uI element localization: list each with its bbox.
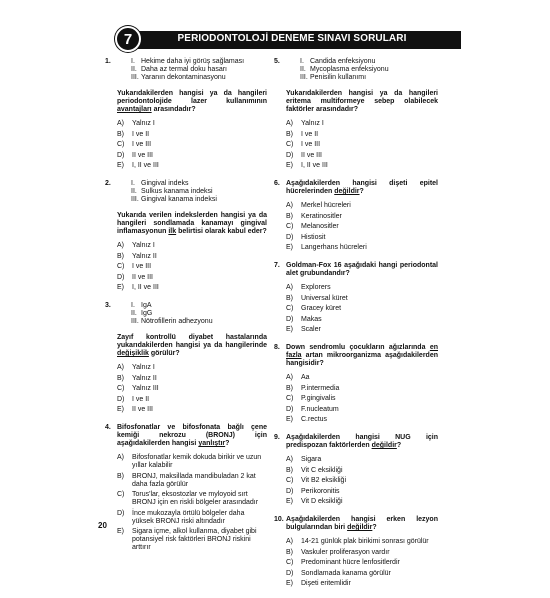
option-text: C.rectus: [301, 416, 328, 423]
header-title-bar: [123, 31, 461, 49]
option-text: Perikoronitis: [301, 487, 340, 495]
option-text: Explorers: [301, 284, 331, 291]
option-letter: D): [286, 151, 294, 159]
option-letter: A): [286, 202, 293, 209]
option-letter: C): [286, 305, 294, 312]
statement-numeral: II.: [131, 66, 137, 73]
option-text: Scaler: [301, 326, 321, 333]
question: [105, 302, 267, 414]
question: [274, 516, 438, 588]
statement-text: Gingival kanama indeksi: [141, 196, 217, 203]
answer-option: [286, 234, 438, 242]
statement-text: Hekime daha iyi görüş sağlaması: [141, 58, 245, 65]
statement-numeral: II.: [131, 188, 137, 195]
option-text: I, II ve III: [132, 162, 159, 169]
stem-text: Yukarıdakilerden hangisi ya da hangileri periodontolojide lazer kullanımının: [117, 90, 267, 105]
option-text: Vit B2 eksikliği: [301, 477, 347, 484]
stem-text: Aşağıdakilerden hangisi dişeti epitel hücrelerinden: [286, 180, 438, 195]
question-number: 10.: [274, 516, 284, 523]
option-letter: C): [286, 395, 294, 402]
question-number: 8.: [274, 344, 280, 351]
option-text: II ve III: [132, 406, 154, 413]
stem-emphasis: avantajları: [117, 106, 152, 113]
option-letter: D): [117, 273, 125, 281]
statement-list: [117, 58, 267, 82]
option-letter: D): [286, 487, 294, 495]
option-text: II ve III: [132, 151, 154, 159]
option-letter: A): [117, 242, 124, 249]
option-letter: E): [117, 284, 124, 291]
option-letter: E): [286, 498, 293, 505]
answer-option: [286, 244, 438, 252]
answer-option: [286, 374, 438, 382]
question: [105, 424, 267, 552]
option-text: Yalnız II: [132, 374, 157, 382]
chapter-number-badge: [115, 26, 141, 52]
answer-option: [286, 467, 438, 475]
option-letter: A): [286, 120, 293, 127]
answer-option: [286, 305, 438, 313]
answer-option: [286, 570, 438, 578]
statement-item: [131, 74, 267, 82]
answer-option: [286, 406, 438, 414]
page-header: [115, 26, 465, 52]
statement-item: [131, 318, 267, 326]
question-stem: [286, 344, 438, 368]
statement-list: [117, 180, 267, 204]
question: [274, 434, 438, 506]
statement-numeral: II.: [131, 310, 137, 317]
stem-text: Aşağıdakilerden hangisi erken lezyon bulgularından biri: [286, 516, 438, 531]
option-text: Predominant hücre lenfositlerdir: [301, 559, 400, 566]
option-text: Histiosit: [301, 233, 326, 241]
option-text: Torus'lar, eksostozlar ve myloyoid sırt BRONJ için en riskli bölgeler arasındadır: [132, 491, 259, 506]
statement-item: [131, 302, 267, 310]
answer-option: [117, 396, 267, 404]
option-text: Yalnız I: [132, 120, 155, 127]
answer-option: [117, 120, 267, 128]
option-text: I ve III: [301, 141, 321, 148]
statement-text: IgA: [141, 302, 152, 309]
option-letter: B): [286, 466, 293, 474]
option-letter: A): [286, 374, 293, 381]
stem-emphasis: değildir: [334, 188, 360, 195]
option-letter: E): [286, 326, 293, 333]
option-letter: A): [286, 538, 293, 545]
option-letter: C): [117, 141, 125, 148]
option-text: Sigara içme, alkol kullanma, diyabet gibi potansiyel risk faktörleri BRONJ riskini arttırır: [132, 528, 257, 551]
option-letter: C): [286, 223, 294, 230]
option-text: P.gingivalis: [301, 395, 336, 402]
answer-option: [286, 162, 438, 170]
option-letter: B): [117, 252, 124, 260]
stem-text: artan mikroorganizma aşağıdakilerden hangisidir?: [286, 352, 438, 367]
statement-text: Daha az termal doku hasarı: [141, 66, 227, 73]
option-text: I ve II: [132, 395, 150, 403]
answer-option: [117, 385, 267, 393]
option-text: Yalnız I: [132, 242, 155, 249]
question: [274, 344, 438, 424]
answer-option: [117, 406, 267, 414]
answer-option: [286, 416, 438, 424]
question: [274, 180, 438, 252]
statement-numeral: III.: [131, 196, 139, 203]
statement-item: [131, 180, 267, 188]
statement-text: Candida enfeksiyonu: [310, 58, 376, 65]
chapter-number: 7: [123, 31, 133, 48]
option-letter: A): [117, 120, 124, 127]
option-letter: C): [117, 263, 125, 270]
option-letter: B): [286, 212, 293, 220]
statement-text: Mycoplasma enfeksiyonu: [310, 66, 389, 73]
option-letter: A): [286, 456, 293, 463]
statement-item: [131, 58, 267, 66]
answer-option: [117, 253, 267, 261]
answer-option: [286, 120, 438, 128]
option-letter: C): [286, 477, 294, 484]
answer-option: [117, 263, 267, 271]
option-letter: C): [117, 385, 125, 392]
option-text: F.nucleatum: [301, 405, 339, 413]
option-letter: E): [117, 406, 124, 413]
statement-numeral: I.: [131, 302, 135, 309]
answer-option: [286, 295, 438, 303]
option-text: Langerhans hücreleri: [301, 244, 367, 251]
stem-text: arasındadır?: [151, 106, 196, 113]
answer-option: [117, 528, 267, 552]
question-number: 5.: [274, 58, 280, 65]
stem-text: ?: [225, 440, 230, 447]
option-letter: B): [286, 130, 293, 138]
question-stem: [286, 180, 438, 196]
question-number: 3.: [105, 302, 111, 309]
statement-text: IgG: [141, 310, 153, 317]
statement-item: [300, 58, 438, 66]
question: [105, 58, 267, 170]
option-letter: C): [286, 141, 294, 148]
option-letter: D): [286, 233, 294, 241]
option-letter: B): [117, 374, 124, 382]
option-text: Makas: [301, 315, 322, 323]
stem-text: Zayıf kontrollü diyabet hastalarında yukarıdakilerden hangisi ya da hangilerinde: [117, 334, 267, 349]
question: [274, 262, 438, 334]
answer-option: [286, 141, 438, 149]
answer-option: [286, 559, 438, 567]
answer-option: [286, 456, 438, 464]
answer-option: [286, 152, 438, 160]
stem-text: belirtisi olarak kabul eder?: [176, 228, 267, 235]
question: [105, 180, 267, 292]
answer-option: [286, 385, 438, 393]
stem-text: Down sendromlu çocukların ağızlarında: [286, 344, 430, 351]
question-stem: [117, 212, 267, 236]
answer-option: [286, 131, 438, 139]
stem-emphasis: değildir: [347, 524, 373, 531]
option-text: I ve II: [301, 130, 319, 138]
answer-option: [117, 274, 267, 282]
left-question-column: [105, 58, 267, 562]
option-text: İnce mukozayla örtülü bölgeler daha yüksek BRONJ riski altındadır: [132, 509, 245, 525]
question-stem: [117, 424, 267, 448]
option-text: Yalnız I: [132, 364, 155, 371]
option-letter: B): [286, 548, 293, 556]
stem-text: ?: [372, 524, 377, 531]
stem-text: ?: [359, 188, 364, 195]
option-text: I ve III: [132, 263, 152, 270]
question-number: 4.: [105, 424, 111, 431]
question-stem: [286, 434, 438, 450]
answer-option: [286, 580, 438, 588]
statement-item: [300, 74, 438, 82]
statement-numeral: III.: [131, 74, 139, 81]
option-text: Sondlamada kanama görülür: [301, 569, 391, 577]
option-text: I, II ve III: [301, 162, 328, 169]
statement-text: Sulkus kanama indeksi: [141, 188, 213, 195]
option-letter: D): [286, 405, 294, 413]
option-text: Vit C eksikliği: [301, 466, 343, 474]
answer-option: [117, 364, 267, 372]
question-stem: [117, 334, 267, 358]
answer-option: [117, 162, 267, 170]
question-number: 7.: [274, 262, 280, 269]
answer-option: [117, 152, 267, 160]
option-letter: D): [286, 569, 294, 577]
option-text: Keratinositler: [301, 212, 342, 220]
page-number: 20: [98, 521, 107, 530]
option-text: Yalnız I: [301, 120, 324, 127]
stem-text: Goldman-Fox 16 aşağıdaki hangi periodontal alet grubundandır?: [286, 262, 438, 277]
answer-option: [286, 477, 438, 485]
question-stem: [286, 262, 438, 278]
option-text: Vaskuler proliferasyon vardır: [301, 548, 390, 556]
option-text: Gracey küret: [301, 305, 342, 312]
option-text: II ve III: [301, 151, 323, 159]
option-letter: D): [117, 151, 125, 159]
statement-item: [131, 66, 267, 74]
question-stem: [286, 516, 438, 532]
stem-text: görülür?: [148, 350, 180, 357]
stem-emphasis: değildir: [371, 442, 397, 449]
option-letter: C): [117, 491, 125, 498]
question-number: 6.: [274, 180, 280, 187]
answer-option: [117, 473, 267, 489]
statement-numeral: III.: [131, 318, 139, 325]
answer-option: [286, 498, 438, 506]
option-text: I, II ve III: [132, 284, 159, 291]
statement-item: [131, 310, 267, 318]
answer-option: [117, 131, 267, 139]
option-text: Vit D eksikliği: [301, 498, 343, 505]
answer-option: [286, 213, 438, 221]
answer-option: [117, 242, 267, 250]
stem-text: Yukarıda verilen indekslerden hangisi ya da hangileri sondlamada kanamayı gingival inflamasyonun: [117, 212, 267, 235]
answer-option: [286, 284, 438, 292]
stem-text: Aşağıdakilerden hangisi NUG için predispozan faktörlerden: [286, 434, 438, 449]
option-letter: E): [117, 162, 124, 169]
option-text: BRONJ, maksillada mandibuladan 2 kat daha fazla görülür: [132, 472, 256, 488]
option-text: Yalnız III: [132, 385, 159, 392]
option-letter: A): [117, 364, 124, 371]
answer-option: [117, 510, 267, 526]
statement-numeral: I.: [131, 58, 135, 65]
question-number: 2.: [105, 180, 111, 187]
stem-text: Bifosfonatlar ve bifosfonata bağlı çene kemiği nekrozu (BRONJ) için aşağıdakilerden hangisi: [117, 424, 267, 447]
question: [274, 58, 438, 170]
answer-option: [117, 454, 267, 470]
option-text: P.intermedia: [301, 384, 340, 392]
statement-item: [131, 188, 267, 196]
question-stem: [286, 90, 438, 114]
option-text: Merkel hücreleri: [301, 202, 351, 209]
answer-option: [286, 316, 438, 324]
answer-option: [286, 488, 438, 496]
answer-option: [286, 395, 438, 403]
option-letter: E): [286, 580, 293, 587]
statement-list: [286, 58, 438, 82]
statement-numeral: I.: [300, 58, 304, 65]
option-text: Dişeti eritemlidir: [301, 580, 351, 587]
answer-option: [286, 202, 438, 210]
option-text: Bifosfonatlar kemik dokuda birikir ve uzun yıllar kalabilir: [132, 454, 262, 469]
option-letter: D): [117, 509, 125, 517]
answer-option: [286, 223, 438, 231]
option-text: I ve III: [132, 141, 152, 148]
question-stem: [117, 90, 267, 114]
statement-text: Yaranın dekontaminasyonu: [141, 74, 226, 81]
option-letter: D): [286, 315, 294, 323]
option-letter: E): [286, 416, 293, 423]
option-text: Sigara: [301, 456, 322, 463]
statement-list: [117, 302, 267, 326]
statement-item: [300, 66, 438, 74]
statement-item: [131, 196, 267, 204]
stem-emphasis: ilk: [168, 228, 177, 235]
option-text: Aa: [301, 374, 310, 381]
answer-option: [117, 284, 267, 292]
statement-text: Gingival indeks: [141, 180, 189, 187]
stem-emphasis: değişiklik: [117, 350, 149, 357]
question-number: 1.: [105, 58, 111, 65]
statement-text: Nötrofillerin adhezyonu: [141, 318, 213, 325]
statement-text: Penisilin kullanımı: [310, 74, 367, 81]
option-letter: B): [117, 472, 124, 480]
stem-text: Yukarıdakilerden hangisi ya da hangileri eritema multiformeye sebep olabilecek faktörler arasındadır?: [286, 90, 438, 113]
option-letter: C): [286, 559, 294, 566]
option-letter: A): [286, 284, 293, 291]
answer-option: [286, 538, 438, 546]
option-text: Universal küret: [301, 294, 348, 302]
stem-emphasis: yanlıştır: [198, 440, 226, 447]
statement-numeral: II.: [300, 66, 306, 73]
option-text: II ve III: [132, 273, 154, 281]
option-text: Yalnız II: [132, 252, 157, 260]
option-letter: A): [117, 454, 124, 461]
stem-text: ?: [396, 442, 402, 449]
option-text: 14-21 günlük plak birikimi sonrası görülür: [301, 538, 429, 545]
option-letter: E): [286, 244, 293, 251]
option-letter: B): [286, 384, 293, 392]
statement-numeral: III.: [300, 74, 308, 81]
option-letter: B): [117, 130, 124, 138]
answer-option: [117, 141, 267, 149]
answer-option: [117, 375, 267, 383]
statement-numeral: I.: [131, 180, 135, 187]
stem-emphasis: en fazla: [286, 344, 438, 359]
option-text: I ve II: [132, 130, 150, 138]
option-text: Melanositler: [301, 223, 339, 230]
right-question-column: [274, 58, 438, 598]
header-title: PERIODONTOLOJİ DENEME SINAVI SORULARI: [177, 33, 407, 44]
option-letter: E): [286, 162, 293, 169]
answer-option: [117, 491, 267, 507]
question-number: 9.: [274, 434, 280, 441]
option-letter: D): [117, 395, 125, 403]
option-letter: E): [117, 528, 124, 535]
option-letter: B): [286, 294, 293, 302]
answer-option: [286, 326, 438, 334]
